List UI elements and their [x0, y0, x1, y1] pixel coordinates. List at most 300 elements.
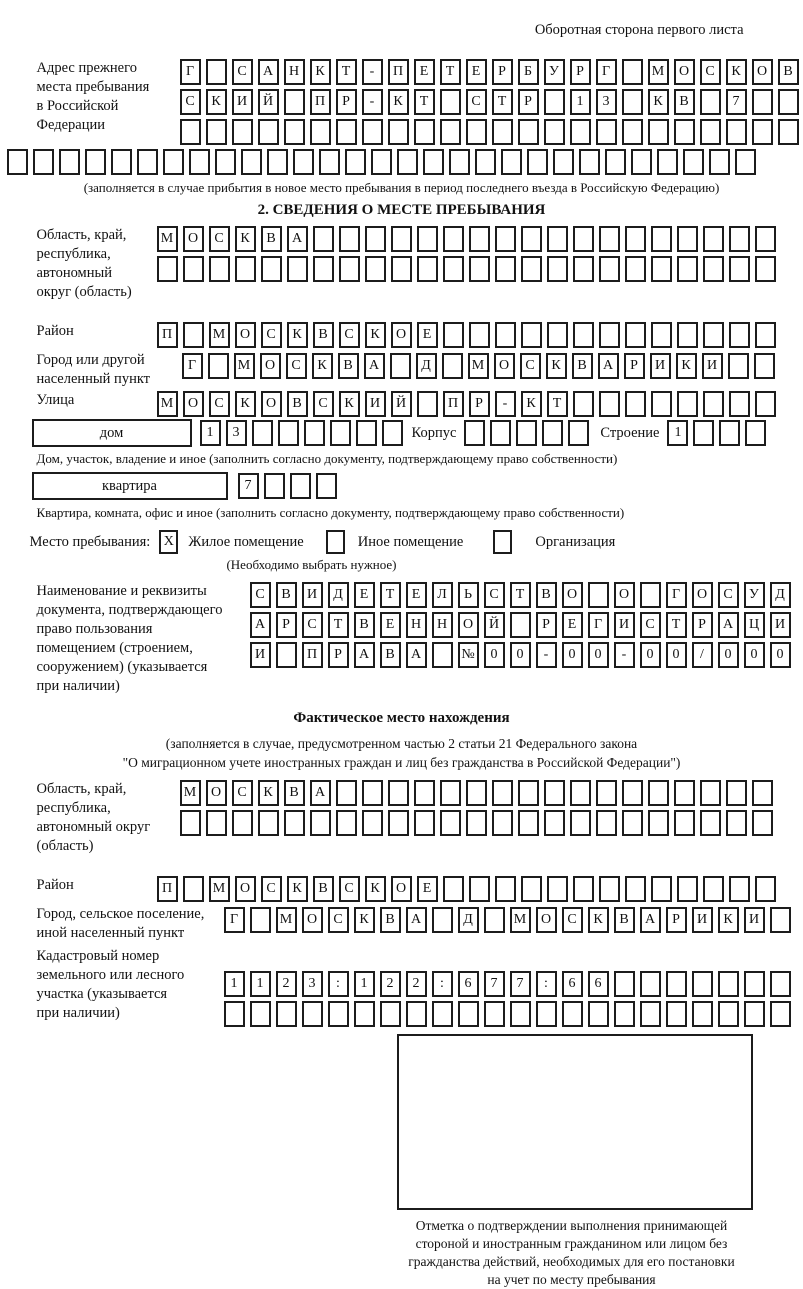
char-box[interactable]: [709, 149, 730, 175]
char-box[interactable]: С: [484, 582, 505, 608]
char-box[interactable]: [622, 59, 643, 85]
char-box[interactable]: [778, 119, 799, 145]
char-box[interactable]: [443, 226, 464, 252]
char-box[interactable]: Т: [492, 89, 513, 115]
char-box[interactable]: [718, 1001, 739, 1027]
char-box[interactable]: [625, 256, 646, 282]
char-box[interactable]: [163, 149, 184, 175]
char-box[interactable]: [241, 149, 262, 175]
char-box[interactable]: П: [302, 642, 323, 668]
char-box[interactable]: [677, 226, 698, 252]
char-box[interactable]: Т: [328, 612, 349, 638]
char-box[interactable]: [726, 810, 747, 836]
char-box[interactable]: К: [521, 391, 542, 417]
char-box[interactable]: С: [328, 907, 349, 933]
char-box[interactable]: Й: [484, 612, 505, 638]
char-box[interactable]: [336, 810, 357, 836]
char-box[interactable]: [466, 810, 487, 836]
char-box[interactable]: [7, 149, 28, 175]
char-box[interactable]: [287, 256, 308, 282]
char-box[interactable]: К: [287, 322, 308, 348]
char-box[interactable]: [388, 780, 409, 806]
char-box[interactable]: С: [209, 391, 230, 417]
char-box[interactable]: С: [250, 582, 271, 608]
char-box[interactable]: [208, 353, 229, 379]
char-box[interactable]: К: [676, 353, 697, 379]
char-box[interactable]: [469, 876, 490, 902]
char-box[interactable]: [677, 256, 698, 282]
char-box[interactable]: [778, 89, 799, 115]
char-box[interactable]: [544, 810, 565, 836]
char-box[interactable]: К: [648, 89, 669, 115]
char-box[interactable]: [547, 256, 568, 282]
char-box[interactable]: В: [313, 876, 334, 902]
char-box[interactable]: Т: [666, 612, 687, 638]
char-box[interactable]: [278, 420, 299, 446]
char-box[interactable]: [492, 810, 513, 836]
char-box[interactable]: С: [700, 59, 721, 85]
char-box[interactable]: С: [261, 876, 282, 902]
stay-option-residential-checkbox[interactable]: X: [159, 530, 178, 554]
char-box[interactable]: [599, 226, 620, 252]
char-box[interactable]: Р: [469, 391, 490, 417]
char-box[interactable]: [573, 876, 594, 902]
char-box[interactable]: [631, 149, 652, 175]
char-box[interactable]: [469, 322, 490, 348]
char-box[interactable]: [365, 226, 386, 252]
char-box[interactable]: [729, 876, 750, 902]
char-box[interactable]: 1: [354, 971, 375, 997]
char-box[interactable]: [726, 780, 747, 806]
char-box[interactable]: [362, 780, 383, 806]
char-box[interactable]: [729, 391, 750, 417]
char-box[interactable]: [232, 119, 253, 145]
char-box[interactable]: [536, 1001, 557, 1027]
char-box[interactable]: Д: [458, 907, 479, 933]
char-box[interactable]: [588, 582, 609, 608]
char-box[interactable]: [390, 353, 411, 379]
char-box[interactable]: [432, 1001, 453, 1027]
char-box[interactable]: [316, 473, 337, 499]
char-box[interactable]: В: [313, 322, 334, 348]
char-box[interactable]: [544, 89, 565, 115]
char-box[interactable]: [414, 810, 435, 836]
char-box[interactable]: Й: [391, 391, 412, 417]
char-box[interactable]: 0: [562, 642, 583, 668]
stay-option-organization-checkbox[interactable]: [493, 530, 512, 554]
char-box[interactable]: И: [302, 582, 323, 608]
char-box[interactable]: [770, 1001, 791, 1027]
char-box[interactable]: К: [339, 391, 360, 417]
char-box[interactable]: И: [232, 89, 253, 115]
char-box[interactable]: [356, 420, 377, 446]
char-box[interactable]: [362, 119, 383, 145]
char-box[interactable]: 1: [200, 420, 221, 446]
char-box[interactable]: [651, 322, 672, 348]
char-box[interactable]: [206, 59, 227, 85]
char-box[interactable]: [596, 780, 617, 806]
char-box[interactable]: В: [778, 59, 799, 85]
char-box[interactable]: [293, 149, 314, 175]
char-box[interactable]: 1: [224, 971, 245, 997]
char-box[interactable]: С: [302, 612, 323, 638]
char-box[interactable]: [625, 876, 646, 902]
char-box[interactable]: [510, 612, 531, 638]
char-box[interactable]: 6: [458, 971, 479, 997]
char-box[interactable]: [224, 1001, 245, 1027]
char-box[interactable]: [544, 119, 565, 145]
char-box[interactable]: И: [692, 907, 713, 933]
char-box[interactable]: [183, 256, 204, 282]
char-box[interactable]: Р: [536, 612, 557, 638]
char-box[interactable]: К: [235, 391, 256, 417]
char-box[interactable]: [414, 780, 435, 806]
char-box[interactable]: [258, 119, 279, 145]
char-box[interactable]: Д: [770, 582, 791, 608]
char-box[interactable]: О: [235, 322, 256, 348]
char-box[interactable]: И: [744, 907, 765, 933]
char-box[interactable]: [657, 149, 678, 175]
char-box[interactable]: А: [364, 353, 385, 379]
char-box[interactable]: [475, 149, 496, 175]
char-box[interactable]: [651, 226, 672, 252]
char-box[interactable]: -: [362, 89, 383, 115]
char-box[interactable]: К: [546, 353, 567, 379]
char-box[interactable]: Е: [417, 322, 438, 348]
char-box[interactable]: [729, 322, 750, 348]
char-box[interactable]: [501, 149, 522, 175]
char-box[interactable]: О: [235, 876, 256, 902]
char-box[interactable]: Т: [336, 59, 357, 85]
char-box[interactable]: [466, 119, 487, 145]
char-box[interactable]: В: [261, 226, 282, 252]
char-box[interactable]: [391, 226, 412, 252]
char-box[interactable]: [599, 322, 620, 348]
char-box[interactable]: [677, 322, 698, 348]
char-box[interactable]: [640, 971, 661, 997]
char-box[interactable]: К: [388, 89, 409, 115]
char-box[interactable]: [339, 226, 360, 252]
char-box[interactable]: Д: [416, 353, 437, 379]
char-box[interactable]: [388, 119, 409, 145]
char-box[interactable]: [599, 876, 620, 902]
char-box[interactable]: [622, 89, 643, 115]
char-box[interactable]: [464, 420, 485, 446]
char-box[interactable]: [345, 149, 366, 175]
char-box[interactable]: [380, 1001, 401, 1027]
char-box[interactable]: [728, 353, 749, 379]
char-box[interactable]: 0: [588, 642, 609, 668]
char-box[interactable]: Б: [518, 59, 539, 85]
char-box[interactable]: А: [598, 353, 619, 379]
char-box[interactable]: С: [261, 322, 282, 348]
char-box[interactable]: [622, 780, 643, 806]
char-box[interactable]: К: [726, 59, 747, 85]
char-box[interactable]: В: [276, 582, 297, 608]
char-box[interactable]: С: [339, 322, 360, 348]
char-box[interactable]: 6: [588, 971, 609, 997]
char-box[interactable]: [651, 256, 672, 282]
char-box[interactable]: [752, 810, 773, 836]
char-box[interactable]: [290, 473, 311, 499]
char-box[interactable]: [235, 256, 256, 282]
char-box[interactable]: [397, 149, 418, 175]
char-box[interactable]: В: [674, 89, 695, 115]
char-box[interactable]: [703, 391, 724, 417]
char-box[interactable]: Р: [624, 353, 645, 379]
char-box[interactable]: [432, 907, 453, 933]
char-box[interactable]: [674, 810, 695, 836]
char-box[interactable]: А: [310, 780, 331, 806]
char-box[interactable]: В: [572, 353, 593, 379]
char-box[interactable]: К: [312, 353, 333, 379]
char-box[interactable]: [510, 1001, 531, 1027]
char-box[interactable]: И: [770, 612, 791, 638]
char-box[interactable]: К: [206, 89, 227, 115]
char-box[interactable]: [215, 149, 236, 175]
char-box[interactable]: [614, 971, 635, 997]
char-box[interactable]: Г: [596, 59, 617, 85]
char-box[interactable]: [553, 149, 574, 175]
char-box[interactable]: [729, 226, 750, 252]
char-box[interactable]: [674, 780, 695, 806]
char-box[interactable]: [703, 876, 724, 902]
char-box[interactable]: 0: [666, 642, 687, 668]
char-box[interactable]: 3: [596, 89, 617, 115]
char-box[interactable]: В: [536, 582, 557, 608]
char-box[interactable]: [495, 322, 516, 348]
char-box[interactable]: [250, 907, 271, 933]
char-box[interactable]: [85, 149, 106, 175]
char-box[interactable]: [666, 971, 687, 997]
char-box[interactable]: Е: [380, 612, 401, 638]
char-box[interactable]: -: [362, 59, 383, 85]
char-box[interactable]: [313, 256, 334, 282]
char-box[interactable]: [677, 876, 698, 902]
char-box[interactable]: [755, 391, 776, 417]
char-box[interactable]: Е: [414, 59, 435, 85]
char-box[interactable]: [391, 256, 412, 282]
char-box[interactable]: [304, 420, 325, 446]
char-box[interactable]: Р: [692, 612, 713, 638]
char-box[interactable]: :: [432, 971, 453, 997]
char-box[interactable]: О: [391, 876, 412, 902]
char-box[interactable]: [442, 353, 463, 379]
char-box[interactable]: [319, 149, 340, 175]
char-box[interactable]: [206, 119, 227, 145]
char-box[interactable]: О: [614, 582, 635, 608]
char-box[interactable]: В: [614, 907, 635, 933]
char-box[interactable]: [625, 322, 646, 348]
char-box[interactable]: У: [744, 582, 765, 608]
char-box[interactable]: [495, 256, 516, 282]
char-box[interactable]: [700, 119, 721, 145]
char-box[interactable]: [330, 420, 351, 446]
char-box[interactable]: [770, 907, 791, 933]
char-box[interactable]: [518, 119, 539, 145]
char-box[interactable]: 3: [226, 420, 247, 446]
char-box[interactable]: Р: [336, 89, 357, 115]
char-box[interactable]: [302, 1001, 323, 1027]
char-box[interactable]: С: [520, 353, 541, 379]
char-box[interactable]: П: [388, 59, 409, 85]
char-box[interactable]: [719, 420, 740, 446]
char-box[interactable]: Р: [276, 612, 297, 638]
char-box[interactable]: Ц: [744, 612, 765, 638]
char-box[interactable]: [573, 256, 594, 282]
char-box[interactable]: О: [183, 391, 204, 417]
char-box[interactable]: Г: [182, 353, 203, 379]
char-box[interactable]: [755, 226, 776, 252]
char-box[interactable]: [492, 780, 513, 806]
char-box[interactable]: А: [354, 642, 375, 668]
char-box[interactable]: С: [562, 907, 583, 933]
char-box[interactable]: О: [494, 353, 515, 379]
char-box[interactable]: [622, 119, 643, 145]
char-box[interactable]: [495, 876, 516, 902]
char-box[interactable]: [440, 89, 461, 115]
char-box[interactable]: [683, 149, 704, 175]
char-box[interactable]: [276, 1001, 297, 1027]
char-box[interactable]: [544, 780, 565, 806]
char-box[interactable]: [284, 89, 305, 115]
char-box[interactable]: [752, 89, 773, 115]
char-box[interactable]: [111, 149, 132, 175]
char-box[interactable]: [458, 1001, 479, 1027]
char-box[interactable]: Т: [547, 391, 568, 417]
char-box[interactable]: М: [468, 353, 489, 379]
char-box[interactable]: [579, 149, 600, 175]
char-box[interactable]: [157, 256, 178, 282]
char-box[interactable]: [371, 149, 392, 175]
char-box[interactable]: [744, 1001, 765, 1027]
char-box[interactable]: [284, 119, 305, 145]
char-box[interactable]: О: [183, 226, 204, 252]
char-box[interactable]: Л: [432, 582, 453, 608]
char-box[interactable]: [484, 1001, 505, 1027]
char-box[interactable]: Е: [417, 876, 438, 902]
char-box[interactable]: [599, 391, 620, 417]
char-box[interactable]: [692, 1001, 713, 1027]
char-box[interactable]: [573, 226, 594, 252]
char-box[interactable]: С: [232, 59, 253, 85]
char-box[interactable]: [276, 642, 297, 668]
char-box[interactable]: М: [157, 226, 178, 252]
char-box[interactable]: Г: [666, 582, 687, 608]
char-box[interactable]: [328, 1001, 349, 1027]
char-box[interactable]: [417, 391, 438, 417]
char-box[interactable]: [752, 780, 773, 806]
char-box[interactable]: С: [466, 89, 487, 115]
char-box[interactable]: [388, 810, 409, 836]
char-box[interactable]: [336, 780, 357, 806]
char-box[interactable]: [521, 226, 542, 252]
char-box[interactable]: С: [286, 353, 307, 379]
char-box[interactable]: О: [302, 907, 323, 933]
char-box[interactable]: [469, 226, 490, 252]
char-box[interactable]: К: [718, 907, 739, 933]
char-box[interactable]: В: [284, 780, 305, 806]
char-box[interactable]: С: [718, 582, 739, 608]
char-box[interactable]: С: [640, 612, 661, 638]
char-box[interactable]: 2: [380, 971, 401, 997]
char-box[interactable]: М: [234, 353, 255, 379]
char-box[interactable]: [449, 149, 470, 175]
char-box[interactable]: [417, 226, 438, 252]
char-box[interactable]: [365, 256, 386, 282]
char-box[interactable]: А: [287, 226, 308, 252]
char-box[interactable]: М: [648, 59, 669, 85]
char-box[interactable]: [423, 149, 444, 175]
char-box[interactable]: В: [338, 353, 359, 379]
char-box[interactable]: [362, 810, 383, 836]
char-box[interactable]: [745, 420, 766, 446]
char-box[interactable]: [640, 1001, 661, 1027]
char-box[interactable]: М: [157, 391, 178, 417]
char-box[interactable]: А: [258, 59, 279, 85]
char-box[interactable]: А: [250, 612, 271, 638]
char-box[interactable]: А: [718, 612, 739, 638]
char-box[interactable]: 0: [510, 642, 531, 668]
char-box[interactable]: [354, 1001, 375, 1027]
char-box[interactable]: [588, 1001, 609, 1027]
char-box[interactable]: 0: [718, 642, 739, 668]
char-box[interactable]: [183, 322, 204, 348]
char-box[interactable]: П: [310, 89, 331, 115]
char-box[interactable]: [570, 119, 591, 145]
char-box[interactable]: Т: [380, 582, 401, 608]
char-box[interactable]: [692, 971, 713, 997]
char-box[interactable]: [570, 810, 591, 836]
char-box[interactable]: 7: [238, 473, 259, 499]
char-box[interactable]: [527, 149, 548, 175]
char-box[interactable]: В: [380, 907, 401, 933]
char-box[interactable]: [33, 149, 54, 175]
char-box[interactable]: С: [339, 876, 360, 902]
char-box[interactable]: [605, 149, 626, 175]
char-box[interactable]: [651, 876, 672, 902]
char-box[interactable]: [755, 876, 776, 902]
char-box[interactable]: К: [310, 59, 331, 85]
char-box[interactable]: [547, 322, 568, 348]
char-box[interactable]: 7: [726, 89, 747, 115]
char-box[interactable]: [744, 971, 765, 997]
char-box[interactable]: [382, 420, 403, 446]
char-box[interactable]: [521, 256, 542, 282]
char-box[interactable]: [573, 391, 594, 417]
char-box[interactable]: [755, 322, 776, 348]
char-box[interactable]: [770, 971, 791, 997]
char-box[interactable]: [440, 810, 461, 836]
char-box[interactable]: [313, 226, 334, 252]
char-box[interactable]: [651, 391, 672, 417]
char-box[interactable]: -: [614, 642, 635, 668]
char-box[interactable]: Т: [440, 59, 461, 85]
char-box[interactable]: Е: [466, 59, 487, 85]
char-box[interactable]: [336, 119, 357, 145]
char-box[interactable]: К: [588, 907, 609, 933]
char-box[interactable]: В: [287, 391, 308, 417]
char-box[interactable]: Н: [284, 59, 305, 85]
char-box[interactable]: 2: [276, 971, 297, 997]
char-box[interactable]: Р: [570, 59, 591, 85]
char-box[interactable]: Р: [518, 89, 539, 115]
char-box[interactable]: К: [365, 322, 386, 348]
char-box[interactable]: Г: [588, 612, 609, 638]
char-box[interactable]: М: [276, 907, 297, 933]
char-box[interactable]: И: [614, 612, 635, 638]
char-box[interactable]: [726, 119, 747, 145]
